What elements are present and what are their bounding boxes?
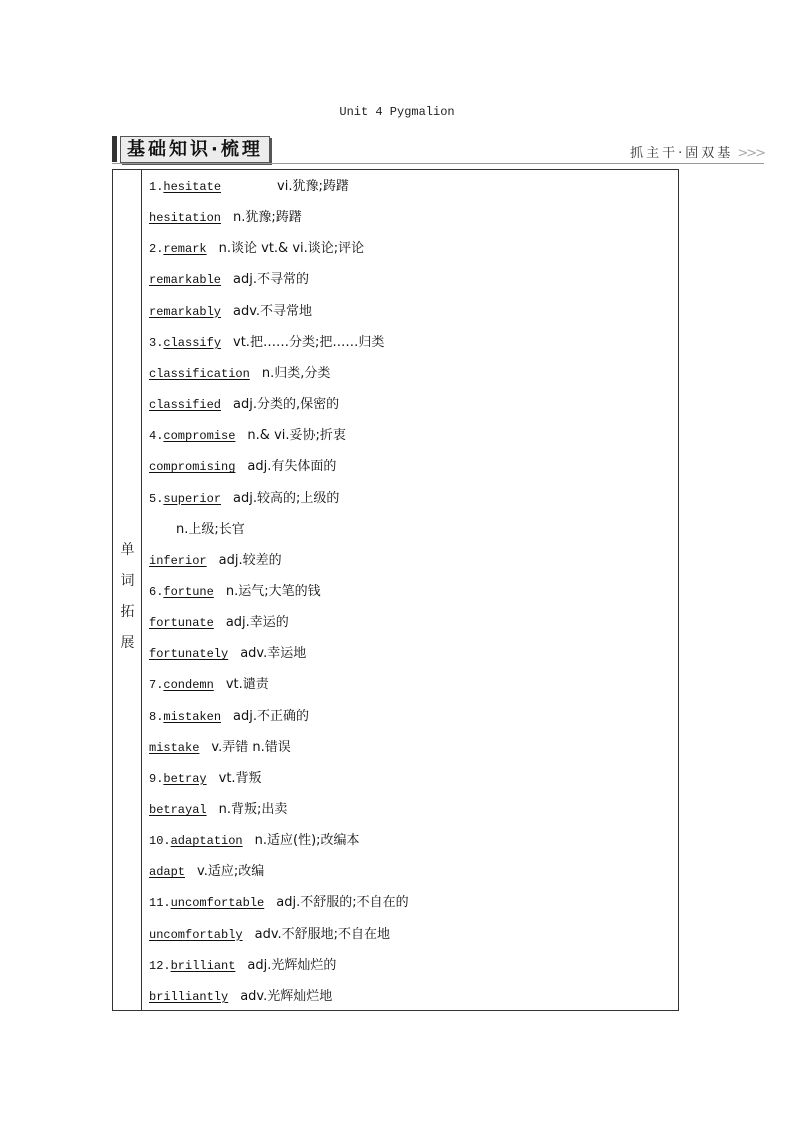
entry-word: compromise	[163, 429, 236, 444]
vocab-entry	[176, 520, 245, 540]
vocab-entry	[149, 800, 287, 820]
vocab-entry	[149, 613, 289, 633]
entry-number: 3.	[149, 335, 164, 350]
entry-word: superior	[163, 491, 222, 506]
entry-definition: v.弄错 n.错误	[211, 739, 291, 755]
entry-number: 7.	[149, 678, 164, 693]
vocab-entry	[149, 862, 264, 882]
entry-definition: n.犹豫;踌躇	[233, 210, 302, 226]
vocab-entry	[149, 707, 309, 727]
entry-word: mistaken	[163, 709, 222, 724]
section-header	[112, 134, 764, 164]
side-label-char: 单	[120, 542, 135, 558]
entry-number: 4.	[149, 429, 164, 444]
entry-definition: adj.较高的;上级的	[233, 490, 340, 506]
entry-word: mistake	[149, 740, 200, 755]
side-label	[113, 535, 142, 659]
entry-definition: adv.光辉灿烂地	[240, 988, 333, 1004]
vocab-entry	[149, 208, 302, 228]
entry-word: adapt	[149, 865, 186, 880]
entry-definition: adj.较差的	[218, 552, 282, 568]
entry-definition: adj.有失体面的	[247, 459, 337, 475]
entry-definition: adj.分类的,保密的	[233, 397, 340, 413]
entry-word: betray	[163, 771, 207, 786]
entry-definition: adj.幸运的	[225, 615, 289, 631]
unit-title: Unit 4 Pygmalion	[339, 105, 455, 119]
entry-definition: vt.谴责	[225, 677, 269, 693]
section-title: 基础知识·梳理	[120, 136, 270, 163]
entry-word: hesitate	[163, 180, 222, 194]
entry-word: inferior	[149, 553, 207, 568]
side-label-char: 词	[120, 573, 135, 589]
vocab-entry	[149, 364, 330, 384]
side-column	[113, 170, 142, 1010]
vocab-entry	[149, 769, 262, 789]
entry-definition: adj.不正确的	[233, 708, 309, 724]
chevron-right-icon: >>>	[737, 146, 764, 161]
entry-word: betrayal	[149, 803, 207, 817]
entry-number: 10.	[149, 834, 171, 849]
entry-word: classify	[163, 335, 222, 350]
vocab-entry	[149, 302, 312, 322]
entry-definition: adj.不舒服的;不自在的	[276, 895, 409, 911]
entry-word: adaptation	[170, 834, 243, 849]
entry-word: remarkable	[149, 273, 222, 288]
entry-word: condemn	[163, 678, 214, 693]
entry-number: 6.	[149, 584, 164, 599]
entry-number: 1.	[149, 180, 164, 194]
entry-definition: vt.把……分类;把……归类	[233, 334, 385, 350]
entry-word: fortune	[163, 584, 214, 599]
vocab-entry	[149, 893, 409, 913]
entry-number: 8.	[149, 709, 164, 724]
entry-word: remarkably	[149, 304, 222, 319]
entry-word: uncomfortable	[170, 896, 265, 911]
entry-word: uncomfortably	[149, 927, 243, 942]
vocab-entry	[149, 987, 332, 1007]
entry-word: remark	[163, 242, 207, 257]
entry-number: 5.	[149, 491, 164, 506]
entry-word: compromising	[149, 460, 236, 475]
entry-definition: vi.犹豫;踌躇	[277, 179, 349, 194]
section-subtitle	[630, 142, 764, 161]
entry-word: fortunately	[149, 647, 229, 662]
vocab-entry	[149, 925, 390, 945]
entry-number: 11.	[149, 896, 171, 911]
section-marker	[112, 136, 117, 162]
vocab-entry	[149, 426, 346, 446]
vocab-entry	[149, 177, 349, 197]
entry-word: classified	[149, 398, 222, 413]
side-label-char: 展	[120, 635, 135, 651]
entry-definition: adv.不寻常地	[233, 303, 313, 319]
entry-word: brilliant	[170, 958, 236, 973]
entry-definition: n.谈论 vt.& vi.谈论;评论	[218, 241, 365, 257]
entry-number: 9.	[149, 771, 164, 786]
vocab-entry	[149, 395, 339, 415]
entry-definition: adj.不寻常的	[233, 272, 309, 288]
entry-definition: n.背叛;出卖	[218, 802, 288, 817]
vocab-entry	[149, 644, 306, 664]
vocab-entry	[149, 457, 336, 477]
section-rule	[112, 163, 764, 164]
vocab-entry	[149, 738, 291, 758]
entry-word: classification	[149, 366, 250, 381]
vocab-entry	[149, 956, 336, 976]
entry-number: 2.	[149, 242, 164, 257]
vocab-entry	[149, 270, 309, 290]
entry-definition: adv.幸运地	[240, 646, 307, 662]
vocab-entry	[149, 675, 269, 695]
entry-definition: n.& vi.妥协;折衷	[247, 428, 346, 444]
entry-definition: n.适应(性);改编本	[254, 833, 360, 849]
vocab-entry	[149, 239, 364, 259]
entry-definition: n.运气;大笔的钱	[225, 583, 321, 599]
entry-definition: adj.光辉灿烂的	[247, 957, 337, 973]
vocab-entry	[149, 831, 360, 851]
vocabulary-table	[112, 169, 679, 1011]
entry-number: 12.	[149, 958, 171, 973]
entry-definition: v.适应;改编	[197, 864, 265, 880]
side-label-char: 拓	[120, 604, 135, 620]
entry-word: brilliantly	[149, 989, 229, 1004]
entry-definition: vt.背叛	[218, 770, 262, 786]
entry-word: fortunate	[149, 616, 214, 631]
vocab-entry	[149, 582, 321, 602]
vocab-entry	[149, 333, 384, 353]
section-subtitle-text: 抓主干·固双基	[630, 146, 734, 161]
entry-word: hesitation	[149, 211, 222, 226]
entry-definition: n.上级;长官	[176, 521, 245, 537]
vocab-entry	[149, 489, 339, 509]
entry-definition: adv.不舒服地;不自在地	[254, 926, 391, 942]
entry-definition: n.归类,分类	[261, 365, 331, 381]
vocab-entry	[149, 551, 282, 571]
